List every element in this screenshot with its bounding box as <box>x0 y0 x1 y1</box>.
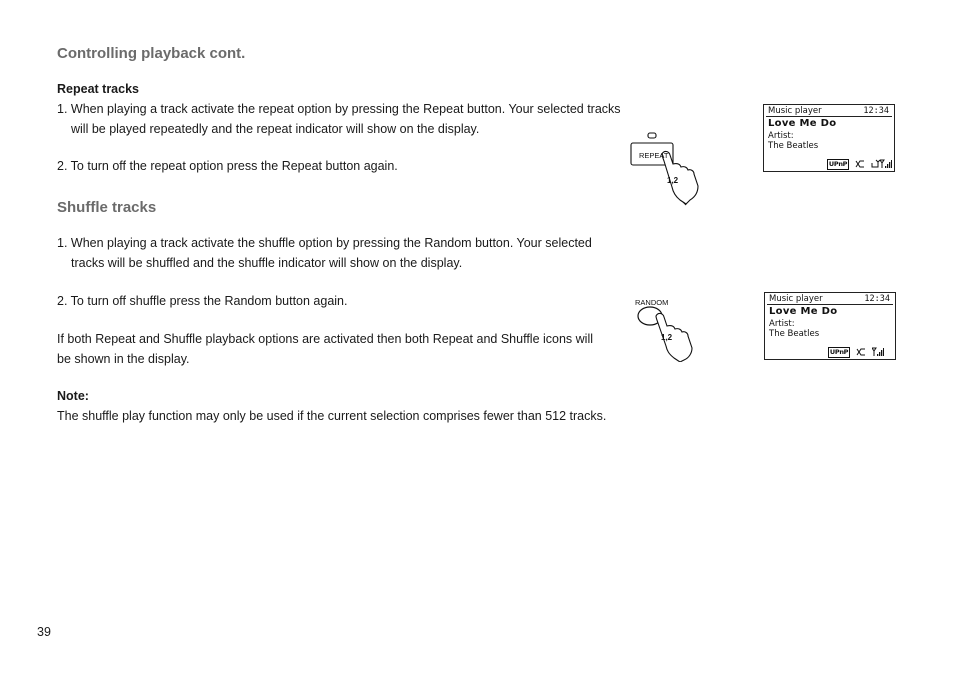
repeat-step-1: 1. When playing a track activate the repeat option by pressing the Repeat button. Your selected tracks will be played repeatedly and the repeat indicator will show on the display. <box>57 102 621 136</box>
repeat-symbol-icon <box>628 128 703 210</box>
display-track: Love Me Do <box>769 306 838 317</box>
note-heading: Note: <box>57 389 89 403</box>
display-time: 12:34 <box>863 106 889 116</box>
repeat-button-illustration <box>628 128 703 210</box>
signal-strength-icon <box>880 159 892 169</box>
upnp-badge: UPnP <box>828 160 848 168</box>
repeat-step-2: 2. To turn off the repeat option press the Repeat button again. <box>57 159 398 173</box>
repeat-indicator-icon <box>870 159 880 169</box>
display-artist-label: Artist: <box>768 131 794 141</box>
note-text: The shuffle play function may only be used if the current selection comprises fewer than 512 tracks. <box>57 409 607 423</box>
repeat-button-label: REPEAT <box>639 151 669 160</box>
repeat-display <box>763 104 895 172</box>
repeat-heading: Repeat tracks <box>57 82 139 96</box>
upnp-badge: UPnP <box>829 348 849 356</box>
section-title: Controlling playback cont. <box>57 45 246 62</box>
shuffle-heading: Shuffle tracks <box>57 199 157 216</box>
display-header: Music player <box>769 294 823 304</box>
shuffle-display <box>764 292 896 360</box>
shuffle-icon <box>856 347 866 357</box>
display-time: 12:34 <box>864 294 890 304</box>
shuffle-step-1: 1. When playing a track activate the shuffle option by pressing the Random button. Your selected tracks will be shuffled and the shuffle indicator will show on the display. <box>57 236 592 270</box>
random-button-label: RANDOM <box>635 298 669 307</box>
shuffle-step-2: 2. To turn off shuffle press the Random button again. <box>57 294 348 308</box>
display-artist: The Beatles <box>769 329 820 339</box>
display-artist-label: Artist: <box>769 319 795 329</box>
display-status-icons <box>825 347 893 357</box>
repeat-step-badge: 1,2 <box>667 176 679 185</box>
random-button-illustration <box>630 296 702 362</box>
random-step-badge: 1,2 <box>661 333 673 342</box>
signal-strength-icon <box>872 347 884 357</box>
shuffle-both-note: If both Repeat and Shuffle playback options are activated then both Repeat and Shuffle icons will be shown in the display. <box>57 332 594 366</box>
display-artist: The Beatles <box>768 141 819 151</box>
page-number: 39 <box>37 625 51 639</box>
display-header-bar <box>766 106 892 117</box>
display-header: Music player <box>768 106 822 116</box>
display-status-icons <box>824 159 892 169</box>
display-track: Love Me Do <box>768 118 837 129</box>
display-header-bar <box>767 294 893 305</box>
shuffle-icon <box>855 159 865 169</box>
